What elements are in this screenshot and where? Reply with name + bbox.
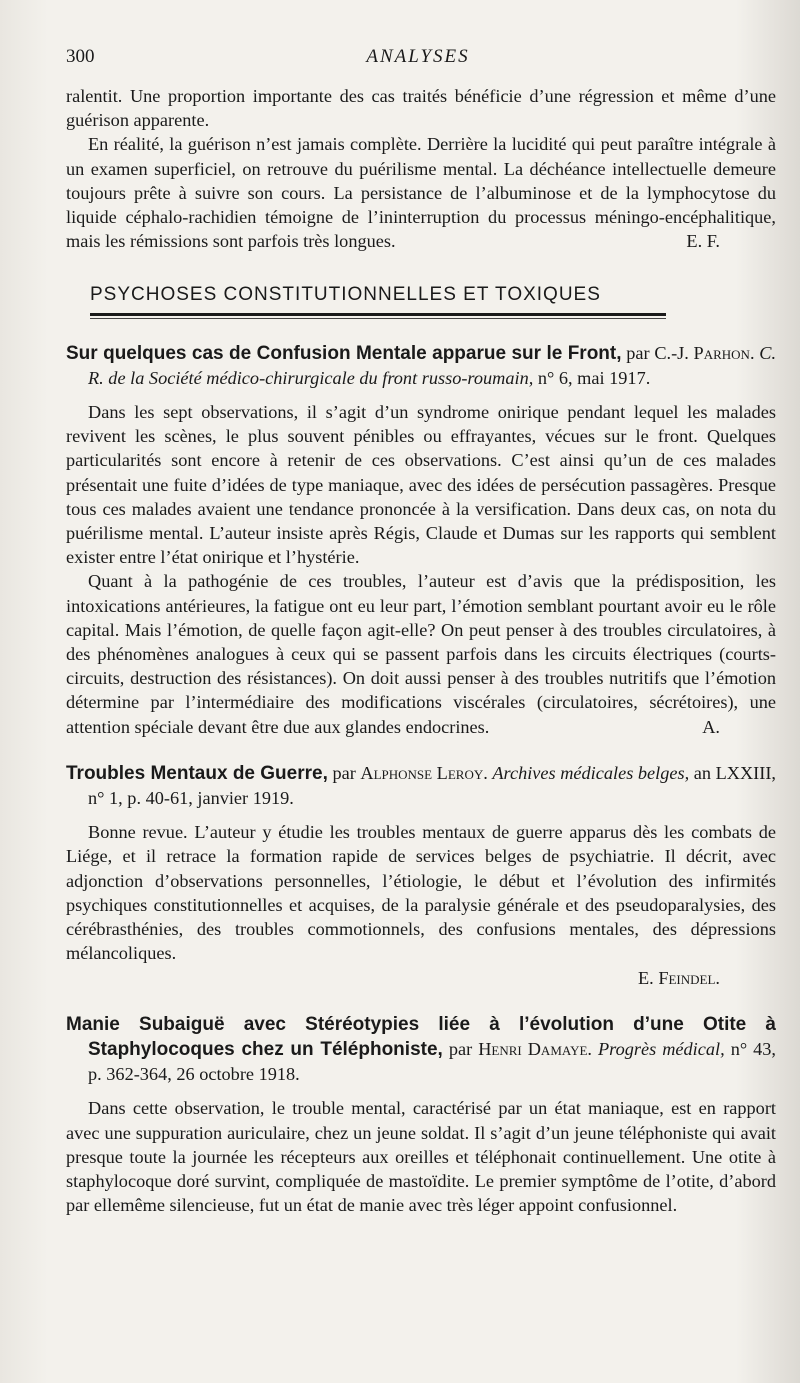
entry-paragraph: [66, 569, 776, 738]
entry-details: n° 43, p. 362-364, 26 octobre 1918.: [88, 1038, 776, 1085]
entry-paragraph: Dans les sept observations, il s’agit d’un syndrome onirique pendant lequel les malades revivent les scènes, le plus souvent pénibles ou effrayantes, vécues sur le front. Quelques particularités sont encore à retenir de ces observations. C’est ainsi qu’un de ces malades présentait une fuite d’idées de type maniaque, avec des idées de persécution passagères. Presque tous ces malades avaient une tendance prononcée à la versification. Dans deux cas, on nota du puérilisme mental. L’auteur insiste après Régis, Claude et Dumas sur les rapports qui semblent exister entre l’état onirique et l’hystérie.: [66, 402, 776, 568]
signature: E. Feindel.: [638, 967, 720, 988]
entry-title: Manie Subaiguë avec Stéréotypies liée à l’évolution d’une Otite à Staphylocoques chez un Téléphoniste,: [66, 1013, 776, 1060]
page-header: [66, 46, 770, 72]
entry-par: par: [448, 1038, 473, 1059]
entry-details: n° 6, mai 1917.: [537, 367, 651, 388]
entry-body: [66, 820, 776, 989]
page-number: 300: [66, 46, 95, 67]
entry-text: Quant à la pathogénie de ces troubles, l’auteur est d’avis que la prédisposition, les intoxications antérieures, la fatigue ont eu leur part, l’émotion semblant pourtant avoir eu le rôle capital. Mais l’émotion, de quelle façon agit-elle? On peut penser à des troubles circulatoires, à des phénomènes analogues à ceux qui se passent parfois dans les circuits électriques (courts-circuits, destruction des résistances). On doit aussi penser à des troubles nutritifs que l’émotion détermine par l’intermédiaire des modifications viscérales (circulatoires, sécrétoires), une attention spéciale devant être due aux glandes endocrines.: [66, 571, 776, 737]
entry-body: [66, 1096, 776, 1217]
entry-heading: [66, 341, 776, 390]
entry-par: par: [332, 762, 356, 783]
entry-paragraph: Dans cette observation, le trouble mental, caractérisé par un état maniaque, est en rapport avec une suppuration auriculaire, chez un jeune soldat. Il s’agit d’un jeune téléphoniste qui avait presque toute la journée les récepteurs aux oreilles et téléphonait continuellement. Une otite à staphylocoque doré survint, compliquée de mastoïdite. Le premier symptôme de l’otite, d’abord par ellemême silencieuse, fut un état de manie avec très léger appoint confusionnel.: [66, 1098, 776, 1216]
entry-paragraph: Bonne revue. L’auteur y étudie les troubles mentaux de guerre apparus dès les combats de Liége, et il retrace la formation rapide de services belges de psychiatrie. Il décrit, avec adjonction d’observations personnelles, l’étiologie, le début et l’évolution des infirmités psychiques constitutionnelles et acquises, de la paralysie générale et des pseudoparalysies, des cérébrasthénies, des troubles commotionnels, des confusions mentales, des dépressions mélancoliques.: [66, 822, 776, 964]
entry-source: C. R. de la Société médico-chirurgicale du front russo-roumain,: [88, 342, 777, 388]
section-title: PSYCHOSES CONSTITUTIONNELLES ET TOXIQUES: [90, 283, 666, 315]
signature: A.: [702, 716, 720, 737]
entry-author: Alphonse Leroy.: [360, 762, 488, 783]
entry-source: Archives médicales belges,: [492, 762, 690, 783]
entry-author: C.-J. Parhon.: [654, 342, 755, 363]
entry-title: Troubles Mentaux de Guerre,: [66, 762, 328, 784]
entry-heading: [66, 1012, 776, 1087]
running-title: ANALYSES: [366, 46, 470, 67]
intro-paragraph: [66, 132, 776, 253]
entry-author: Henri Damaye.: [478, 1038, 592, 1059]
entry-heading: [66, 761, 776, 810]
intro-paragraph: ralentit. Une proportion importante des cas traités bénéficie d’une régression et même d’une guérison apparente.: [66, 86, 776, 131]
entry-body: [66, 400, 776, 739]
entry-details: an LXXIII, n° 1, p. 40-61, janvier 1919.: [88, 762, 777, 809]
entry-title: Sur quelques cas de Confusion Mentale apparue sur le Front,: [66, 342, 622, 364]
entry-source: Progrès médical,: [597, 1038, 725, 1059]
signature: E. F.: [686, 231, 720, 252]
entry-par: par: [626, 342, 650, 363]
intro-text: En réalité, la guérison n’est jamais complète. Derrière la lucidité qui peut paraître intégrale à un examen superficiel, on retrouve du puérilisme mental. La déchéance intellectuelle demeure toujours prête à suivre son cours. La persistance de l’albuminose et de la lymphocytose du liquide céphalo-rachidien témoigne de l’ininterruption du processus méningo-encéphalitique, mais les rémissions sont parfois très longues.: [66, 134, 776, 252]
section-rule: [90, 318, 666, 319]
page-body: [66, 84, 776, 1217]
